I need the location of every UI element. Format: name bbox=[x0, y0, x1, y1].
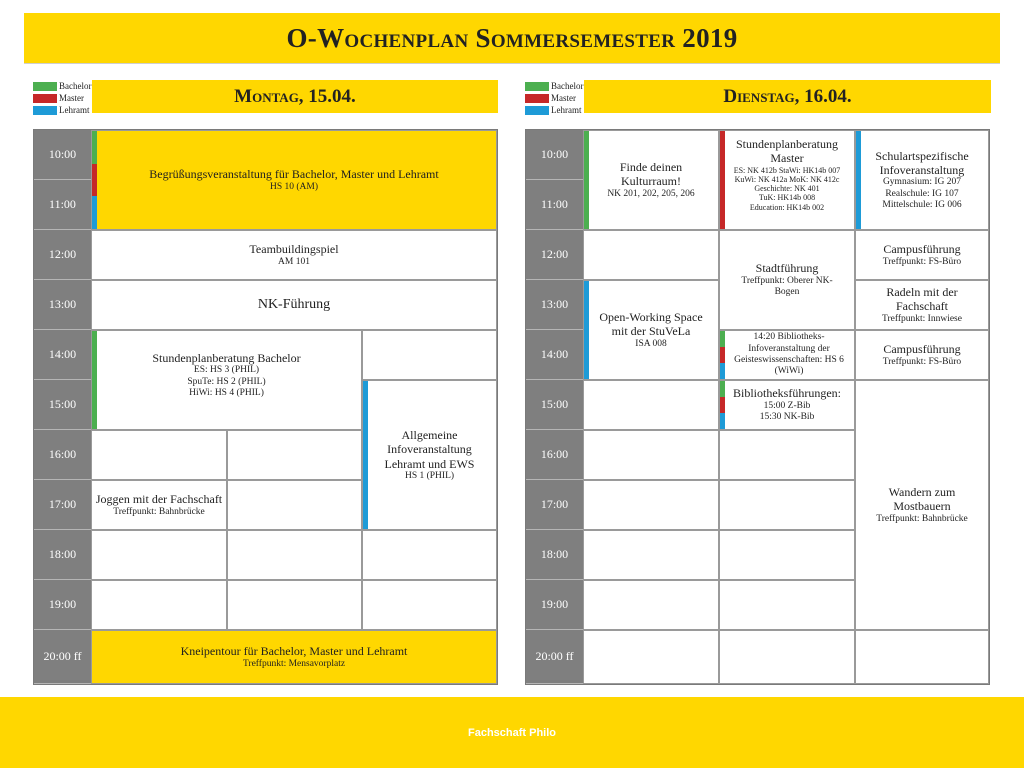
time-slot: 18:00 bbox=[34, 530, 91, 580]
page-title: O-Wochenplan Sommersemester 2019 bbox=[286, 22, 738, 53]
audience-bars bbox=[92, 331, 97, 429]
event-campusfuehrung: Campusführung Treffpunkt: FS-Büro bbox=[855, 330, 989, 380]
time-slot: 16:00 bbox=[34, 430, 91, 480]
empty-slot bbox=[583, 230, 719, 280]
time-slot: 13:00 bbox=[526, 280, 583, 330]
empty-slot bbox=[583, 430, 719, 480]
time-column bbox=[34, 130, 91, 684]
legend-monday bbox=[33, 80, 95, 116]
empty-slot bbox=[91, 580, 227, 630]
empty-slot bbox=[91, 530, 227, 580]
day-heading-tuesday: Dienstag, 16.04. bbox=[584, 80, 991, 113]
time-slot: 16:00 bbox=[526, 430, 583, 480]
empty-slot bbox=[583, 630, 719, 684]
event-stundenplanberatung-bachelor: Stundenplanberatung Bachelor ES: HS 3 (PHIL) SpuTe: HS 2 (PHIL) HiWi: HS 4 (PHIL) bbox=[91, 330, 362, 430]
legend-item-bachelor: Bachelor bbox=[525, 80, 587, 92]
empty-slot bbox=[227, 430, 362, 480]
time-slot: 19:00 bbox=[526, 580, 583, 630]
time-slot: 13:00 bbox=[34, 280, 91, 330]
time-slot: 20:00 ff bbox=[526, 630, 583, 684]
time-slot: 15:00 bbox=[526, 380, 583, 430]
time-slot: 14:00 bbox=[526, 330, 583, 380]
page-title-bar bbox=[24, 13, 1000, 63]
time-column bbox=[526, 130, 583, 684]
time-slot: 14:00 bbox=[34, 330, 91, 380]
event-stadtfuehrung: Stadtführung Treffpunkt: Oberer NK-Bogen bbox=[719, 230, 855, 330]
event-open-working-space: Open-Working Space mit der StuVeLa ISA 008 bbox=[583, 280, 719, 380]
audience-bars bbox=[584, 131, 589, 229]
empty-slot bbox=[719, 630, 855, 684]
empty-slot bbox=[719, 580, 855, 630]
legend-item-master: Master bbox=[525, 92, 587, 104]
empty-slot bbox=[362, 530, 497, 580]
time-slot: 17:00 bbox=[526, 480, 583, 530]
legend-item-master: Master bbox=[33, 92, 95, 104]
empty-slot bbox=[583, 580, 719, 630]
event-campusfuehrung: Campusführung Treffpunkt: FS-Büro bbox=[855, 230, 989, 280]
time-slot: 18:00 bbox=[526, 530, 583, 580]
audience-bars bbox=[720, 331, 725, 379]
time-slot: 12:00 bbox=[526, 230, 583, 280]
time-slot: 10:00 bbox=[34, 130, 91, 180]
audience-bars bbox=[363, 381, 368, 529]
empty-slot bbox=[719, 530, 855, 580]
legend-item-lehramt: Lehramt bbox=[33, 104, 95, 116]
empty-slot bbox=[855, 630, 989, 684]
event-welcome: Begrüßungsveranstaltung für Bachelor, Master und Lehramt HS 10 (AM) bbox=[91, 130, 497, 230]
empty-slot bbox=[91, 430, 227, 480]
event-nk-fuehrung: NK-Führung bbox=[91, 280, 497, 330]
schedule-tuesday bbox=[525, 129, 990, 685]
event-bibliotheks-infoveranstaltung: 14:20 Bibliotheks-Infoveranstaltung der Geisteswissenschaften: HS 6 (WiWi) bbox=[719, 330, 855, 380]
legend-item-lehramt: Lehramt bbox=[525, 104, 587, 116]
time-slot: 17:00 bbox=[34, 480, 91, 530]
audience-bars bbox=[720, 131, 725, 229]
time-slot: 20:00 ff bbox=[34, 630, 91, 684]
time-slot: 11:00 bbox=[34, 180, 91, 230]
empty-slot bbox=[227, 580, 362, 630]
footer-text: Fachschaft Philo bbox=[467, 726, 557, 739]
footer-bar bbox=[0, 697, 1024, 768]
empty-slot bbox=[583, 480, 719, 530]
time-slot: 19:00 bbox=[34, 580, 91, 630]
legend-item-bachelor: Bachelor bbox=[33, 80, 95, 92]
title-divider bbox=[24, 63, 1000, 64]
event-kneipentour: Kneipentour für Bachelor, Master und Lehramt Treffpunkt: Mensavorplatz bbox=[91, 630, 497, 684]
event-allgemeine-infoveranstaltung: Allgemeine Infoveranstaltung Lehramt und EWS HS 1 (PHIL) bbox=[362, 380, 497, 530]
empty-slot bbox=[227, 480, 362, 530]
audience-bars bbox=[92, 131, 97, 229]
empty-slot bbox=[583, 380, 719, 430]
audience-bars bbox=[856, 131, 861, 229]
event-wandern: Wandern zum Mostbauern Treffpunkt: Bahnbrücke bbox=[855, 380, 989, 630]
audience-bars bbox=[720, 381, 725, 429]
legend-tuesday bbox=[525, 80, 587, 116]
time-slot: 11:00 bbox=[526, 180, 583, 230]
empty-slot bbox=[362, 330, 497, 380]
event-stundenplanberatung-master: Stundenplanberatung Master ES: NK 412b StaWi: HK14b 007 KuWi: NK 412a MoK: NK 412c Geschichte: NK 401 TuK: HK14b 008 Education: HK14b 002 bbox=[719, 130, 855, 230]
time-slot: 15:00 bbox=[34, 380, 91, 430]
day-heading-monday: Montag, 15.04. bbox=[92, 80, 498, 113]
time-slot: 10:00 bbox=[526, 130, 583, 180]
event-kulturraum: Finde deinen Kulturraum! NK 201, 202, 205, 206 bbox=[583, 130, 719, 230]
time-slot: 12:00 bbox=[34, 230, 91, 280]
audience-bars bbox=[584, 281, 589, 379]
empty-slot bbox=[227, 530, 362, 580]
event-radeln: Radeln mit der Fachschaft Treffpunkt: Innwiese bbox=[855, 280, 989, 330]
empty-slot bbox=[583, 530, 719, 580]
event-schulartspezifische-infoveranstaltung: Schulartspezifische Infoveranstaltung Gymnasium: IG 207 Realschule: IG 107 Mittelschule: IG 006 bbox=[855, 130, 989, 230]
event-teambuilding: Teambuildingspiel AM 101 bbox=[91, 230, 497, 280]
empty-slot bbox=[719, 480, 855, 530]
schedule-monday bbox=[33, 129, 498, 685]
empty-slot bbox=[719, 430, 855, 480]
event-joggen: Joggen mit der Fachschaft Treffpunkt: Bahnbrücke bbox=[91, 480, 227, 530]
event-bibliotheksfuehrungen: Bibliotheksführungen: 15:00 Z-Bib 15:30 NK-Bib bbox=[719, 380, 855, 430]
empty-slot bbox=[362, 580, 497, 630]
